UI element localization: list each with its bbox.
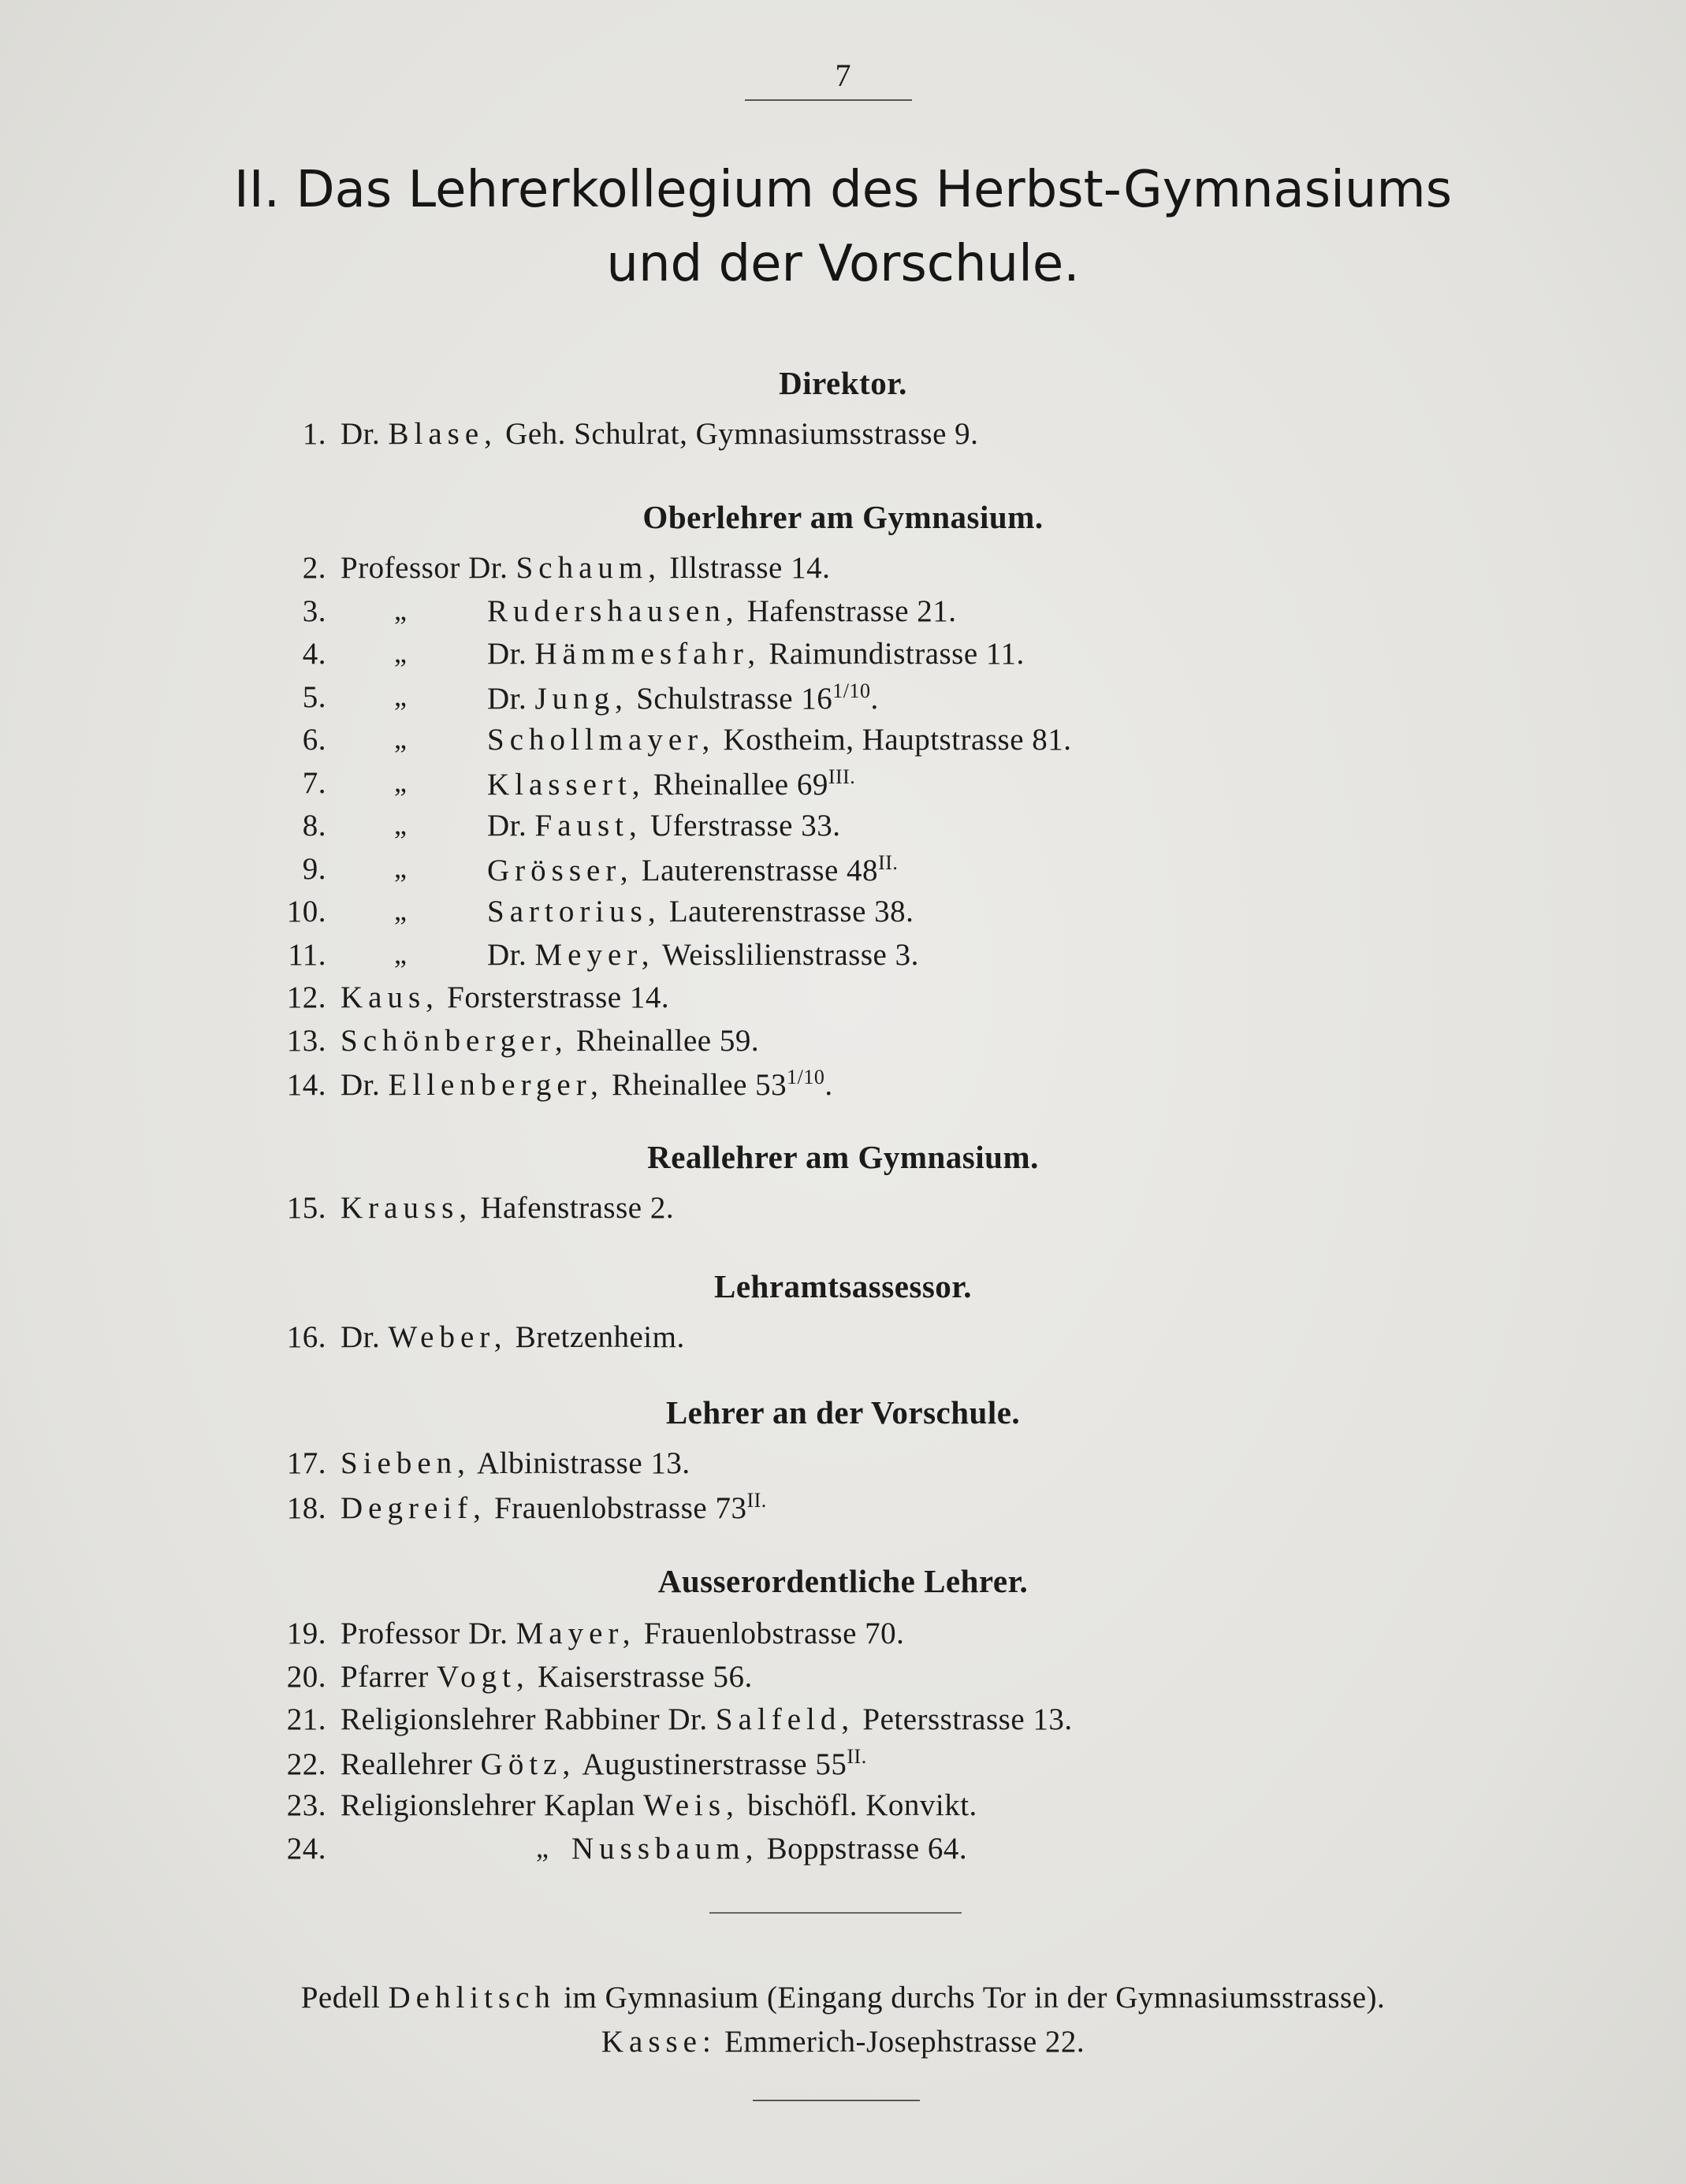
entry-text	[341, 1788, 977, 1823]
ditto-mark: „	[394, 637, 408, 668]
section-heading: Reallehrer am Gymnasium.	[647, 1139, 1039, 1175]
entry-address: bischöfl. Konvikt.	[747, 1788, 977, 1822]
staff-entry	[270, 722, 1072, 757]
entry-name: Degreif,	[341, 1490, 486, 1525]
entry-number: 2.	[302, 551, 326, 585]
staff-entry	[270, 1190, 674, 1226]
entry-text	[487, 679, 879, 716]
entry-number: 13.	[286, 1023, 326, 1058]
entry-name: Sieben,	[341, 1446, 471, 1480]
entry-title: Religionslehrer Rabbiner Dr.	[341, 1702, 708, 1736]
entry-number: 20.	[286, 1659, 326, 1694]
entry-address: Lauterenstrasse 38.	[668, 895, 914, 928]
section-heading: Oberlehrer am Gymnasium.	[642, 499, 1044, 535]
entry-text	[487, 808, 840, 843]
entry-address-sup: 1/10	[832, 679, 871, 702]
entry-title: Dr.	[487, 809, 527, 843]
entry-number: 16.	[286, 1320, 326, 1354]
entry-number: 24.	[286, 1831, 326, 1866]
staff-entry	[270, 980, 669, 1015]
entry-number: 9.	[302, 851, 326, 886]
entry-text	[487, 636, 1025, 672]
entry-name: Schollmayer,	[487, 723, 716, 757]
ditto-mark: „	[394, 593, 408, 626]
entry-name: Jung,	[534, 681, 628, 716]
entry-text	[341, 1319, 685, 1355]
entry-number: 19.	[286, 1617, 326, 1650]
entry-address: Uferstrasse 33.	[650, 809, 841, 843]
ditto-mark: „	[394, 679, 408, 712]
footer-line-1	[0, 1980, 1686, 2015]
entry-title: Religionslehrer Kaplan	[341, 1788, 635, 1822]
staff-entry	[270, 808, 841, 843]
entry-text	[341, 1445, 690, 1481]
footer-line-2	[0, 2024, 1686, 2059]
footer-pedell-location: im Gymnasium (Eingang durchs Tor in der Gymnasiumsstrasse).	[564, 1981, 1386, 2015]
entry-name: Krauss,	[341, 1191, 473, 1225]
ditto-mark: „	[394, 765, 408, 798]
footer-kasse-address: Emmerich-Josephstrasse 22.	[724, 2025, 1085, 2059]
entry-address-sup: II.	[746, 1488, 767, 1512]
staff-entry	[270, 636, 1025, 672]
entry-text	[341, 1066, 833, 1103]
entry-title: Dr.	[487, 681, 527, 716]
entry-address: Rheinallee 59.	[575, 1023, 760, 1058]
entry-name: Hämmesfahr,	[534, 637, 761, 671]
entry-text	[487, 765, 855, 802]
entry-text	[341, 1702, 1073, 1737]
entry-name: Schaum,	[515, 551, 661, 585]
entry-address: Bretzenheim.	[515, 1320, 685, 1354]
entry-address-sup: 1/10	[787, 1066, 825, 1088]
entry-address: Geh. Schulrat, Gymnasiumsstrasse 9.	[505, 417, 979, 451]
entry-number: 3.	[302, 593, 326, 628]
entry-title: Dr.	[341, 417, 381, 451]
section-heading: Lehramtsassessor.	[713, 1268, 972, 1304]
entry-title: Dr.	[487, 637, 527, 671]
entry-number: 6.	[302, 723, 326, 757]
entry-name: Kaus,	[341, 980, 439, 1014]
entry-address-sup: II.	[847, 1744, 867, 1768]
staff-entry	[270, 1745, 867, 1782]
staff-entry	[270, 1788, 977, 1823]
ditto-mark: „	[394, 851, 408, 884]
entry-address: Illstrasse 14.	[669, 551, 831, 585]
staff-entry	[270, 894, 914, 929]
entry-name: Schönberger,	[341, 1023, 568, 1058]
entry-name: Meyer,	[534, 937, 655, 972]
entry-name: Mayer,	[515, 1617, 636, 1650]
footer-pedell-label: Pedell	[300, 1981, 381, 2015]
staff-entry	[270, 1659, 753, 1695]
entry-name: Ellenberger,	[388, 1068, 604, 1102]
top-rule	[745, 99, 912, 101]
entry-title: Dr.	[341, 1068, 381, 1102]
entry-name: Götz,	[480, 1747, 576, 1781]
footer-pedell-name: Dehlitsch	[388, 1981, 556, 2015]
entry-number: 10.	[286, 895, 326, 928]
entry-text	[341, 980, 669, 1015]
entry-number: 15.	[286, 1191, 326, 1225]
page-number: 7	[835, 58, 851, 93]
staff-entry	[270, 1616, 904, 1651]
entry-text	[341, 1023, 759, 1059]
entry-text	[487, 851, 898, 888]
entry-number: 17.	[286, 1446, 326, 1480]
entry-number: 1.	[302, 417, 326, 451]
separator-rule	[709, 1912, 962, 1914]
staff-entry	[270, 765, 856, 802]
entry-text	[341, 1190, 674, 1226]
entry-number: 14.	[286, 1068, 326, 1102]
entry-title: Professor Dr.	[341, 551, 508, 585]
footer-kasse-label: Kasse:	[601, 2025, 716, 2059]
entry-number: 22.	[286, 1747, 326, 1781]
entry-title: Reallehrer	[341, 1747, 473, 1781]
staff-entry	[270, 1023, 759, 1059]
entry-text	[487, 894, 914, 929]
entry-address-end: .	[824, 1068, 833, 1102]
staff-entry	[270, 937, 919, 973]
entry-name: Faust,	[534, 809, 642, 843]
entry-address: Petersstrasse 13.	[862, 1702, 1073, 1736]
ditto-mark: „	[536, 1831, 549, 1863]
entry-number: 8.	[302, 809, 326, 843]
entry-address: Kaiserstrasse 56.	[538, 1659, 753, 1694]
staff-entry	[270, 593, 957, 629]
staff-entry	[270, 1831, 968, 1866]
entry-number: 23.	[286, 1788, 326, 1822]
ditto-mark: „	[394, 895, 408, 926]
entry-address: Schulstrasse 16	[636, 681, 833, 716]
entry-title: Pfarrer	[341, 1659, 429, 1694]
entry-text	[341, 1745, 867, 1782]
entry-address-sup: III.	[828, 765, 856, 788]
entry-name: Grösser,	[487, 853, 634, 887]
entry-text	[341, 550, 830, 586]
staff-entry	[270, 1445, 690, 1481]
staff-entry	[270, 1319, 685, 1355]
entry-address: Weisslilienstrasse 3.	[662, 937, 919, 972]
ditto-mark: „	[394, 937, 408, 969]
staff-entry	[270, 550, 830, 586]
ditto-mark: „	[394, 723, 408, 754]
entry-address-end: .	[870, 681, 879, 716]
entry-address: Lauterenstrasse 48	[641, 853, 879, 887]
entry-number: 7.	[302, 765, 326, 800]
entry-name: Salfeld,	[715, 1702, 855, 1736]
entry-address: Rheinallee 69	[653, 767, 828, 802]
entry-number: 21.	[286, 1702, 326, 1736]
staff-entry	[270, 850, 899, 887]
entry-number: 18.	[286, 1490, 326, 1525]
staff-entry	[270, 416, 978, 452]
entry-text	[341, 1616, 904, 1651]
entry-text	[487, 593, 957, 629]
entry-title: Professor Dr.	[341, 1617, 508, 1650]
entry-number: 5.	[302, 679, 326, 714]
entry-text	[341, 1489, 767, 1526]
entry-address: Rheinallee 53	[612, 1068, 787, 1102]
entry-name: Weis,	[643, 1788, 739, 1822]
section-heading: Lehrer an der Vorschule.	[665, 1394, 1021, 1431]
entry-name: Vogt,	[437, 1659, 530, 1694]
staff-entry	[270, 1066, 833, 1103]
staff-entry	[270, 1489, 767, 1526]
document-title-line-1: II. Das Lehrerkollegium des Herbst-Gymnasiums	[233, 161, 1453, 219]
entry-name: Rudershausen,	[487, 593, 739, 628]
entry-address-sup: II.	[878, 850, 899, 874]
bottom-rule	[753, 2100, 920, 2101]
section-heading: Ausserordentliche Lehrer.	[657, 1563, 1029, 1599]
document-title-line-2: und der Vorschule.	[606, 235, 1080, 293]
entry-title: Dr.	[487, 937, 527, 972]
entry-name: Sartorius,	[487, 895, 661, 928]
staff-entry	[270, 679, 879, 716]
entry-name: Blase,	[388, 417, 497, 451]
entry-number: 12.	[286, 980, 326, 1014]
entry-number: 11.	[288, 937, 326, 972]
entry-address: Boppstrasse 64.	[766, 1831, 968, 1866]
section-heading: Direktor.	[779, 365, 907, 401]
entry-address: Forsterstrasse 14.	[447, 980, 670, 1014]
entry-address: Raimundistrasse 11.	[769, 637, 1025, 671]
entry-address: Frauenlobstrasse 73	[494, 1490, 747, 1525]
entry-name: Weber,	[388, 1320, 508, 1354]
entry-address: Hafenstrasse 2.	[480, 1191, 675, 1225]
entry-address: Kostheim, Hauptstrasse 81.	[723, 723, 1072, 757]
entry-name: Klassert,	[487, 767, 646, 802]
entry-address: Frauenlobstrasse 70.	[643, 1617, 905, 1650]
entry-address: Augustinerstrasse 55	[582, 1747, 847, 1781]
staff-entry	[270, 1702, 1073, 1737]
entry-title: Dr.	[341, 1320, 381, 1354]
entry-address: Hafenstrasse 21.	[746, 593, 957, 628]
entry-text	[487, 722, 1072, 757]
entry-text	[487, 937, 919, 973]
entry-text	[571, 1831, 967, 1866]
entry-address: Albinistrasse 13.	[477, 1446, 690, 1480]
entry-text	[341, 1659, 753, 1695]
entry-number: 4.	[302, 637, 326, 671]
ditto-mark: „	[394, 809, 408, 840]
entry-text	[341, 416, 978, 452]
entry-name: Nussbaum,	[571, 1831, 759, 1866]
